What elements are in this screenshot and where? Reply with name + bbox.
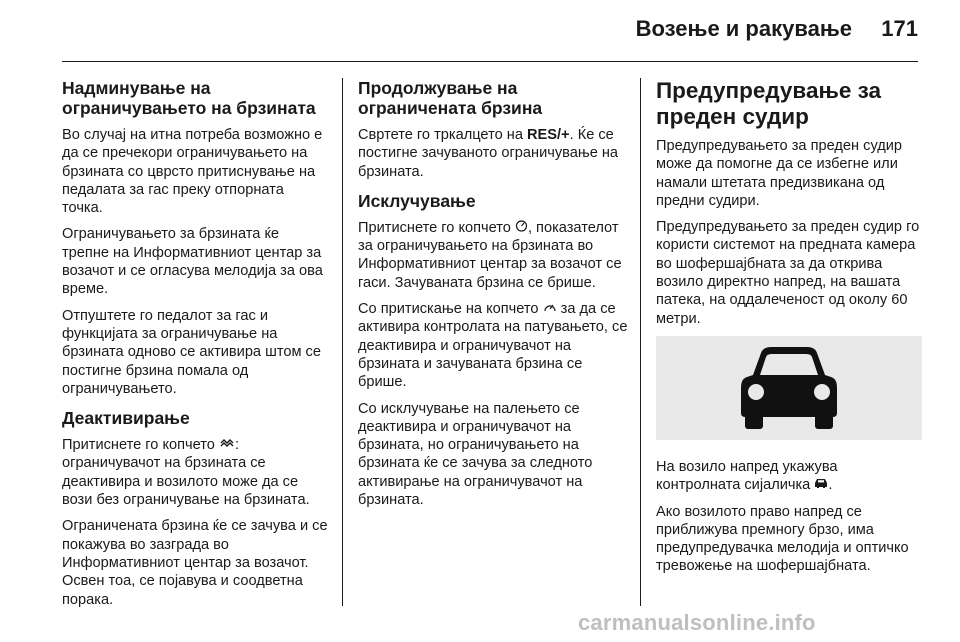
column-divider (640, 78, 641, 606)
paragraph: Ако возилото право напред се приближува премногу брзо, има предупредувачка мелодија и оптичко тревожење на шофершајбната. (656, 503, 909, 575)
vehicle-ahead-illustration (656, 336, 922, 440)
column-left (62, 78, 328, 617)
paragraph (656, 458, 922, 495)
paragraph: Ограничувањето за брзината ќе трепне на Информативниот центар за возачот и се огласува мелодија за ова време. (62, 226, 323, 298)
column-right (656, 78, 922, 584)
section-heading-deactivation: Деактивирање (62, 408, 190, 429)
paragraph (62, 436, 328, 509)
text-run: . (828, 477, 833, 494)
paragraph: Во случај на итна потреба возможно е да се пречекори ограничувањето на брзината со цврсто притиснување на педалата за гас преку отпорната точка. (62, 127, 323, 217)
paragraph: Отпуштете го педалот за гас и функцијата за ограничување на брзината одново се активира штом се постигне брзина помала од ограничувањето. (62, 307, 321, 397)
speed-limiter-off-icon (219, 436, 235, 454)
text-run: Со притискање на копчето (358, 301, 543, 318)
paragraph (358, 219, 630, 292)
column-middle (358, 78, 630, 517)
text-run: , показателот за ограничувањето на брзината во Информативниот центар за возачот се гаси. Зачуваната брзина се брише. (358, 219, 622, 291)
paragraph: Со исклучување на палењето се деактивира и ограничувачот на брзината, но ограничувањето на брзината ќе се зачува за следното активирање на ограничувачот на брзината. (358, 400, 593, 509)
car-front-icon (739, 345, 839, 431)
text-run: Притиснете го копчето (62, 437, 219, 454)
text-run: . Ќе се постигне зачуваното ограничување на брзината. (358, 127, 619, 180)
vehicle-ahead-icon (814, 476, 828, 494)
section-heading-switch-off: Исклучување (358, 190, 476, 211)
header-divider (62, 61, 918, 62)
section-heading-resume: Продолжување на ограничената брзина (358, 78, 543, 118)
text-run: Свртете го тркалцето на (358, 127, 527, 143)
paragraph: Ограничената брзина ќе се зачува и се покажува во зазграда во Информативниот центар за возачот. Освен тоа, се појавува и соодветна порака. (62, 518, 328, 608)
column-divider (342, 78, 343, 606)
text-run: На возило напред укажува контролната сијаличка (656, 458, 838, 494)
text-run: : ограничувачот на брзината се деактивира и возилото може да се вози без ограничување на брзината. (62, 437, 310, 509)
res-plus-label: RES/+ (527, 127, 570, 143)
paragraph (358, 300, 630, 391)
section-heading-forward-collision: Предупредување за преден судир (656, 78, 882, 129)
paragraph: Предупредувањето за преден судир може да помогне да се избегне или намали штетата предизвикана од предни судири. (656, 138, 903, 209)
page-title: Возење и ракување (635, 16, 852, 41)
text-run: Притиснете го копчето (358, 219, 515, 236)
paragraph: Предупредувањето за преден судир го користи системот на предната камера во шофершајбната за да открива возило директно напред, на вашата патека, на оддалеченост од околу 60 метри. (656, 219, 920, 327)
page-number: 171 (881, 16, 918, 41)
paragraph (358, 126, 630, 181)
text-run: за да се активира контролата на патувањето, се деактивира и ограничувачот на брзината и зачуваната брзина се брише. (358, 301, 628, 391)
watermark: carmanualsonline.info (578, 610, 816, 635)
page-header (0, 0, 960, 62)
section-heading-override: Надминување на ограничувањето на брзината (62, 78, 316, 118)
speed-limiter-icon (515, 219, 528, 237)
cruise-control-icon (543, 300, 557, 318)
